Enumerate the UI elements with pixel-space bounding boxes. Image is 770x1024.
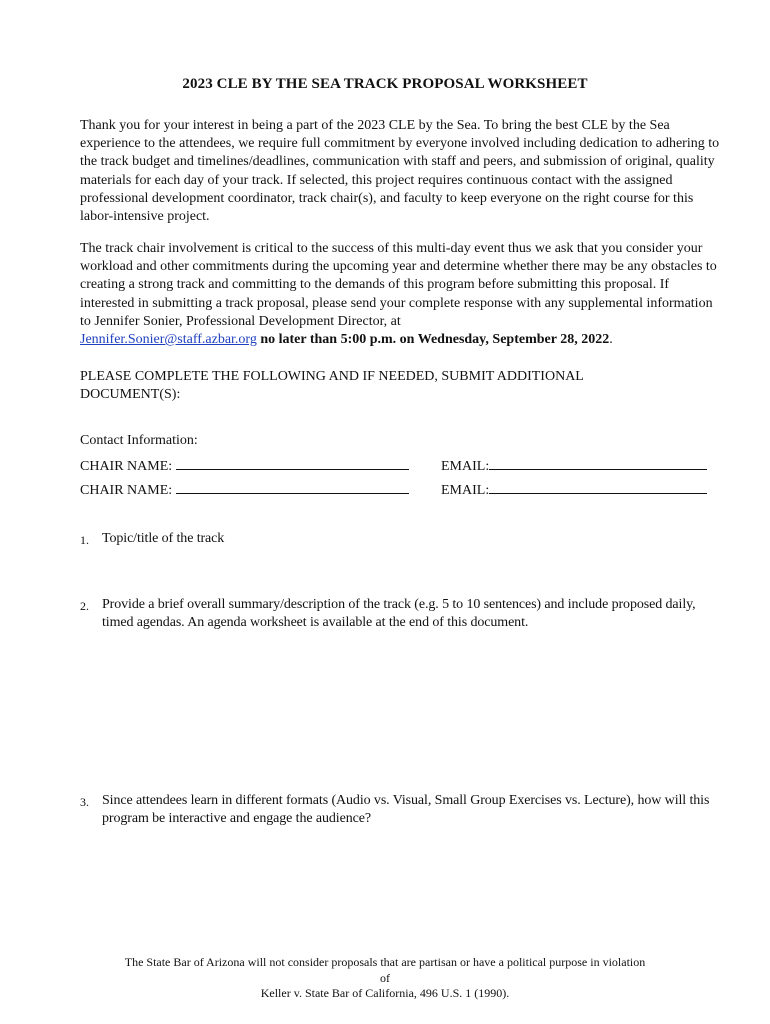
question-1 bbox=[80, 530, 710, 548]
question-2 bbox=[80, 596, 710, 632]
question-text: Provide a brief overall summary/description of the track (e.g. 5 to 10 sentences) and include proposed daily, timed agendas. An agenda worksheet is available at the end of this document. bbox=[102, 597, 696, 631]
question-3 bbox=[80, 792, 710, 828]
email-field-1[interactable] bbox=[441, 457, 707, 475]
submission-paragraph bbox=[80, 240, 720, 349]
chair-name-field-2[interactable] bbox=[80, 481, 409, 499]
email-label: EMAIL: bbox=[441, 459, 490, 474]
email-blank[interactable] bbox=[489, 481, 707, 494]
contact-information-label: Contact Information: bbox=[80, 433, 198, 448]
question-text: Since attendees learn in different formats (Audio vs. Visual, Small Group Exercises vs. Lecture), how will this program be interactive and engage the audience? bbox=[102, 793, 710, 827]
question-number: 3. bbox=[80, 795, 89, 809]
chair-name-label: CHAIR NAME: bbox=[80, 459, 173, 474]
instructions-text: PLEASE COMPLETE THE FOLLOWING AND IF NEEDED, SUBMIT ADDITIONAL DOCUMENT(S): bbox=[80, 369, 584, 403]
chair-name-label: CHAIR NAME: bbox=[80, 483, 173, 498]
contact-email-link[interactable]: Jennifer.Sonier@staff.azbar.org bbox=[80, 332, 257, 348]
footer-line-2: of bbox=[380, 970, 390, 985]
question-number: 2. bbox=[80, 599, 89, 613]
footer-disclaimer bbox=[0, 955, 770, 1002]
submission-text: The track chair involvement is critical to the success of this multi-day event thus we ask that you consider your workload and other commitments during the upcoming year and determine whether there may be any obstacles to creating a strong track and committing to the demands of this program before submitting this proposal. If interested in submitting a track proposal, please send your complete response with any supplemental information to Jennifer Sonier, Professional Development Director, at bbox=[80, 241, 717, 329]
chair-name-blank[interactable] bbox=[176, 457, 409, 470]
chair-name-field-1[interactable] bbox=[80, 457, 409, 475]
page-title: 2023 CLE BY THE SEA TRACK PROPOSAL WORKSHEET bbox=[182, 76, 588, 92]
question-text: Topic/title of the track bbox=[102, 531, 225, 546]
email-field-2[interactable] bbox=[441, 481, 707, 499]
intro-paragraph: Thank you for your interest in being a part of the 2023 CLE by the Sea. To bring the best CLE by the Sea experience to the attendees, we require full commitment by everyone involved including dedication to adhering to the track budget and timelines/deadlines, communication with staff and peers, and submission of original, quality materials for each day of your track. If selected, this project requires continuous contact with the assigned professional development coordinator, track chair(s), and faculty to keep everyone on the right course for this labor-intensive project. bbox=[80, 118, 720, 225]
footer-line-1: The State Bar of Arizona will not consider proposals that are partisan or have a political purpose in violation bbox=[124, 955, 646, 969]
footer-line-3: Keller v. State Bar of California, 496 U.S. 1 (1990). bbox=[260, 986, 510, 1000]
email-blank[interactable] bbox=[489, 457, 707, 470]
paragraph-end-period: . bbox=[609, 332, 613, 348]
deadline-text: no later than 5:00 p.m. on Wednesday, September 28, 2022 bbox=[260, 332, 610, 348]
chair-name-blank[interactable] bbox=[176, 481, 409, 494]
email-label: EMAIL: bbox=[441, 483, 490, 498]
question-number: 1. bbox=[80, 533, 89, 547]
